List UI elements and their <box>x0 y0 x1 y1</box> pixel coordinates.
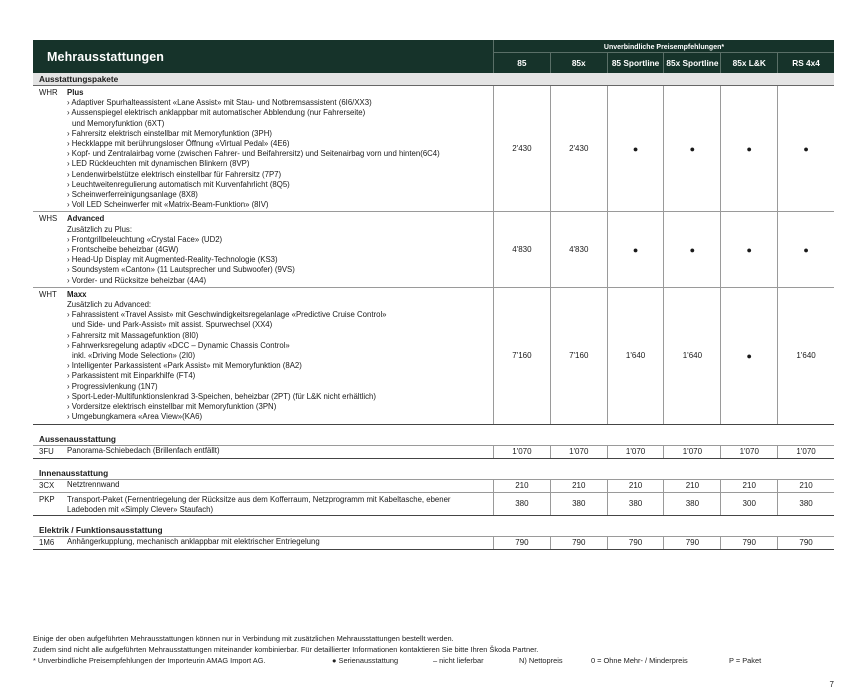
package-description <box>67 212 493 286</box>
package-feature: › Lendenwirbelstütze elektrisch einstellbar für Fahrersitz (7P7) <box>67 169 282 179</box>
price-cell: 1'070 <box>607 446 664 458</box>
price-note: Unverbindliche Preisempfehlungen* <box>493 40 834 52</box>
price-cell: 7'160 <box>550 288 607 424</box>
option-code: 3FU <box>39 447 54 456</box>
package-feature: › Parkassistent mit Einparkhilfe (FT4) <box>67 371 196 381</box>
price-cell: 790 <box>607 537 664 549</box>
price-cell: 1'640 <box>777 288 834 424</box>
legend-not-available: – nicht lieferbar <box>433 656 484 665</box>
price-cell: 790 <box>550 537 607 549</box>
price-cell: 2'430 <box>493 86 550 211</box>
price-cell: 300 <box>720 493 777 515</box>
option-code: 3CX <box>39 481 55 490</box>
package-row <box>33 212 834 287</box>
legend-price-note: * Unverbindliche Preisempfehlungen der Importeurin AMAG Import AG. <box>33 656 266 665</box>
option-code: WHT <box>39 289 57 299</box>
package-feature: › Voll LED Scheinwerfer mit «Matrix-Beam-Funktion» (8IV) <box>67 200 269 210</box>
price-cell: 790 <box>493 537 550 549</box>
price-cell: 380 <box>663 493 720 515</box>
option-code: WHR <box>39 88 58 97</box>
package-name: Maxx <box>67 289 87 299</box>
package-feature: und Memoryfunktion (6XT) <box>72 118 165 128</box>
price-cell: 210 <box>493 480 550 492</box>
package-feature: › Soundsystem «Canton» (11 Lautsprecher und Subwoofer) (9VS) <box>67 265 295 275</box>
package-feature: › Head-Up Display mit Augmented-Reality-Technologie (KS3) <box>67 255 278 265</box>
option-row <box>33 480 834 493</box>
standard-bullet: ● <box>607 86 664 211</box>
table-title: Mehrausstattungen <box>47 49 164 64</box>
footer-notes <box>33 634 833 667</box>
option-description: Panorama-Schiebedach (Brillenfach entfällt) <box>67 446 220 456</box>
option-description <box>67 493 493 515</box>
price-cells <box>493 446 834 458</box>
package-feature: › Aussenspiegel elektrisch anklappbar mit automatischer Abblendung (nur Fahrerseite) <box>67 108 366 118</box>
package-feature: › Heckklappe mit berührungsloser Öffnung «Virtual Pedal» (4E6) <box>67 139 290 149</box>
legend-standard: ● Serienausstattung <box>332 656 399 665</box>
page-number: 7 <box>829 680 834 689</box>
price-cells <box>493 86 834 211</box>
legend-zero: 0 = Ohne Mehr- / Minderpreis <box>591 656 688 665</box>
standard-bullet: ● <box>777 212 834 286</box>
price-cell: 1'070 <box>720 446 777 458</box>
price-cell: 1'070 <box>550 446 607 458</box>
package-feature: › Umgebungkamera «Area View»(KA6) <box>67 412 203 422</box>
standard-bullet: ● <box>720 288 777 424</box>
package-feature: inkl. «Driving Mode Selection» (2I0) <box>72 351 196 361</box>
price-cell: 4'830 <box>550 212 607 286</box>
price-cell: 1'070 <box>777 446 834 458</box>
price-cell: 7'160 <box>493 288 550 424</box>
price-cell: 380 <box>493 493 550 515</box>
section-title-pakete: Ausstattungspakete <box>33 73 834 86</box>
price-cell: 1'640 <box>607 288 664 424</box>
price-cell: 210 <box>607 480 664 492</box>
price-cells <box>493 537 834 549</box>
package-feature: › Fahrersitz mit Massagefunktion (8I0) <box>67 330 199 340</box>
legend-net-price: N) Nettopreis <box>519 656 563 665</box>
package-feature: › Adaptiver Spurhalteassistent «Lane Assist» mit Stau- und Notbremsassistent (6I6/XX3) <box>67 98 372 108</box>
package-description <box>67 86 493 211</box>
legend <box>33 656 833 667</box>
package-feature: › Scheinwerferreinigungsanlage (8X8) <box>67 190 198 200</box>
footer-line-2: Zudem sind nicht alle aufgeführten Mehrausstattungen miteinander kombinierbar. Für detaillierter Informationen kontaktieren Sie bitte Ihren Škoda Partner. <box>33 644 539 654</box>
package-feature: › Frontscheibe beheizbar (4GW) <box>67 245 179 255</box>
column-header: 85x L&K <box>720 53 777 73</box>
price-cells <box>493 493 834 515</box>
package-feature: › Frontgrillbeleuchtung «Crystal Face» (UD2) <box>67 234 223 244</box>
price-cell: 1'640 <box>663 288 720 424</box>
price-cell: 380 <box>550 493 607 515</box>
standard-bullet: ● <box>720 212 777 286</box>
option-row <box>33 446 834 459</box>
price-cells <box>493 288 834 424</box>
option-description: Anhängerkupplung, mechanisch anklappbar mit elektrischer Entriegelung <box>67 537 320 547</box>
price-cell: 4'830 <box>493 212 550 286</box>
package-intro: Zusätzlich zu Advanced: <box>67 300 152 310</box>
package-description <box>67 288 493 424</box>
price-cell: 790 <box>720 537 777 549</box>
footer-line-1: Einige der oben aufgeführten Mehrausstattungen können nur in Verbindung mit zusätzlichen Mehrausstattungen bestellt werden. <box>33 634 454 643</box>
package-intro: Zusätzlich zu Plus: <box>67 224 132 234</box>
package-feature: › Intelligenter Parkassistent «Park Assist» mit Memoryfunktion (8A2) <box>67 361 302 371</box>
standard-bullet: ● <box>663 86 720 211</box>
price-cells <box>493 212 834 286</box>
package-feature: › Fahrwerksregelung adaptiv «DCC – Dynamic Chassis Control» <box>67 340 290 350</box>
standard-bullet: ● <box>720 86 777 211</box>
column-header: RS 4x4 <box>777 53 834 73</box>
standard-bullet: ● <box>777 86 834 211</box>
price-cell: 210 <box>720 480 777 492</box>
price-cell: 790 <box>777 537 834 549</box>
package-feature: › Fahrassistent «Travel Assist» mit Geschwindigkeitsregelanlage «Predictive Cruise Control» <box>67 310 387 320</box>
package-feature: › LED Rückleuchten mit dynamischen Blinkern (8VP) <box>67 159 250 169</box>
price-cell: 2'430 <box>550 86 607 211</box>
package-feature: › Vordersitze elektrisch einstellbar mit Memoryfunktion (3PN) <box>67 402 277 412</box>
option-code: PKP <box>39 494 55 504</box>
table-header <box>33 40 834 73</box>
package-row <box>33 288 834 425</box>
price-cell: 380 <box>777 493 834 515</box>
option-text: Transport-Paket (Fernentriegelung der Rücksitze aus dem Kofferraum, Netzprogramm mit Kabeltasche, ebener <box>67 494 451 504</box>
price-cell: 210 <box>550 480 607 492</box>
price-cell: 790 <box>663 537 720 549</box>
column-header: 85x Sportline <box>663 53 720 73</box>
column-header: 85x <box>550 53 607 73</box>
price-cell: 1'070 <box>663 446 720 458</box>
option-code: WHS <box>39 214 58 224</box>
package-feature: › Kopf- und Zentralairbag vorne (zwischen Fahrer- und Beifahrersitz) und Seitenairbag vorn und hinten(6C4) <box>67 149 440 159</box>
option-row <box>33 537 834 550</box>
price-cell: 1'070 <box>493 446 550 458</box>
package-feature: › Sport-Leder-Multifunktionslenkrad 3-Speichen, beheizbar (2PT) (für L&K nicht erhältlich) <box>67 391 376 401</box>
price-cells <box>493 480 834 492</box>
column-header: 85 Sportline <box>607 53 664 73</box>
options-price-table <box>33 40 834 550</box>
standard-bullet: ● <box>663 212 720 286</box>
standard-bullet: ● <box>607 212 664 286</box>
section-title-innen: Innenausstattung <box>33 467 834 480</box>
package-row <box>33 86 834 212</box>
price-cell: 380 <box>607 493 664 515</box>
package-feature: und Side- und Park-Assist» mit assist. Spurwechsel (XX4) <box>72 320 273 330</box>
section-title-aussen: Aussenausstattung <box>33 433 834 446</box>
option-text-cont: Ladeboden mit «Simply Clever» Staufach) <box>67 504 214 514</box>
legend-package: P = Paket <box>729 656 762 665</box>
package-feature: › Progressivlenkung (1N7) <box>67 381 158 391</box>
package-name: Advanced <box>67 214 105 224</box>
price-cell: 210 <box>663 480 720 492</box>
package-feature: › Leuchtweitenregulierung automatisch mit Kurvenfahrlicht (8Q5) <box>67 179 290 189</box>
package-feature: › Vorder- und Rücksitze beheizbar (4A4) <box>67 275 207 285</box>
option-row <box>33 493 834 516</box>
section-title-elektrik: Elektrik / Funktionsausstattung <box>33 524 834 537</box>
price-cell: 210 <box>777 480 834 492</box>
option-code: 1M6 <box>39 538 55 547</box>
column-header: 85 <box>493 53 550 73</box>
option-description: Netztrennwand <box>67 480 120 490</box>
package-feature: › Fahrersitz elektrisch einstellbar mit Memoryfunktion (3PH) <box>67 128 272 138</box>
package-name: Plus <box>67 88 84 97</box>
